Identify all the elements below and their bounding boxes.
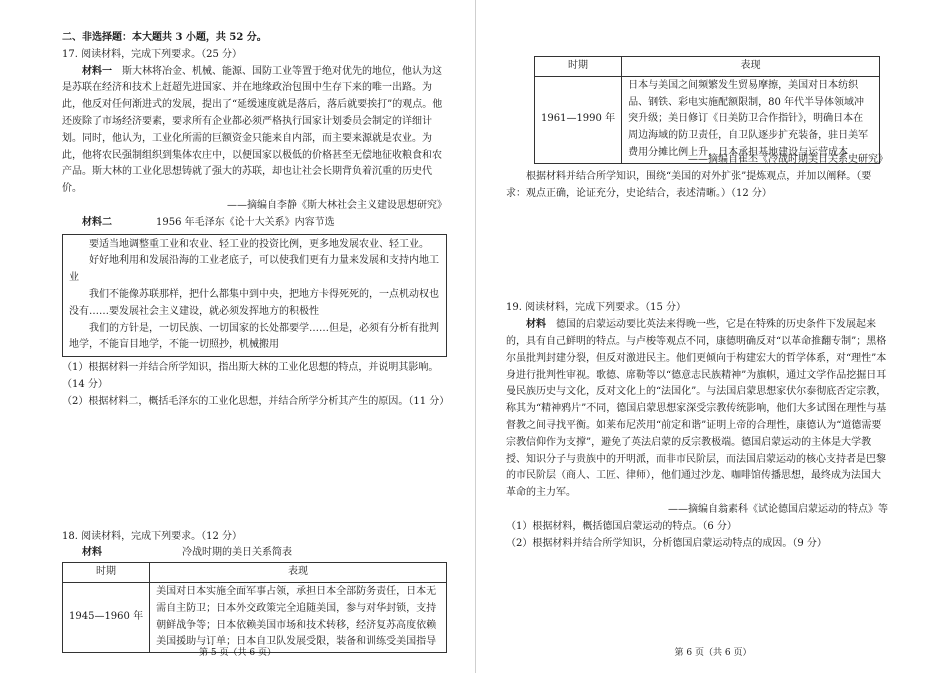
q17-requirement-2: （2）根据材料二，概括毛泽东的工业化思想，并结合所学分析其产生的原因。（11 分） [62, 395, 450, 407]
row-content: 美国对日本实施全面军事占领，承担日本全部防务责任，日本无需自主防卫；日本外交政策完全追随美国，参与对华封锁，支持朝鲜战争等；日本依赖美国市场和技术转移，经济复苏高度依赖美国援助与订单；日本自卫队发展受限，装备和训练受美国指导 [150, 582, 447, 652]
table-header-row [63, 563, 447, 583]
col-content-header: 表现 [622, 57, 880, 77]
q19-requirement-2: （2）根据材料并结合所学知识，分析德国启蒙运动特点的成因。（9 分） [506, 537, 827, 549]
row-period: 1961—1990 年 [535, 76, 622, 163]
q17-m1-text: 斯大林将冶金、机械、能源、国防工业等置于绝对优先的地位，他认为这是苏联在经济和技术上赶超先进国家、并在地缘政治包围中生存下来的唯一出路。为此，他反对任何渐进式的发展，提出了“延缓速度就是落后，落后就要挨打”的观点。他还废除了市场经济要素，要求所有企业都必须严格执行国家计划委员会制定的详细计划。同时，他认为，工业化所需的巨额资金只能来自内部，而主要来源就是农业。为此，他将农民强制组织到集体农庄中，以便国家以极低的价格甚至无偿地征收粮食和农产品。斯大林的工业化思想铸就了强大的苏联，却也让社会长期背负着沉重的历史代价。 [62, 65, 443, 195]
q18-stem: 18. 阅读材料，完成下列要求。（12 分） [62, 530, 242, 542]
col-period-header: 时期 [63, 563, 150, 583]
q19-source: ——摘编自翁素科《试论德国启蒙运动的特点》等 [668, 503, 888, 515]
q18-table-part2-wrap [534, 56, 880, 164]
q19-requirement-1: （1）根据材料，概括德国启蒙运动的特点。（6 分） [506, 520, 737, 532]
page-5-content [62, 30, 450, 653]
answer-space [62, 411, 447, 529]
section-header: 二、非选择题：本大题共 3 小题，共 52 分。 [62, 32, 267, 43]
q17-material-1 [62, 64, 447, 198]
q17-m1-source: ——摘编自李静《斯大林社会主义建设思想研究》 [227, 199, 447, 211]
q19-label: 材料 [526, 319, 546, 331]
table-row [63, 582, 447, 652]
q19-stem: 19. 阅读材料，完成下列要求。（15 分） [506, 302, 686, 314]
q17-stem: 17. 阅读材料，完成下列要求。（25 分） [62, 48, 242, 60]
col-content-header: 表现 [150, 563, 447, 583]
q17-m2-item: 好好地利用和发展沿海的工业老底子，可以使我们更有力量来发展和支持内地工业 [69, 255, 439, 284]
q18-table-part1 [62, 562, 447, 653]
q17-m2-item: 我们不能像苏联那样，把什么都集中到中央，把地方卡得死死的，一点机动权也没有……要发展社会主义建设，就必须发挥地方的积极性 [69, 288, 439, 317]
table-header-row [535, 57, 880, 77]
page-number: 第 5 页（共 6 页） [199, 647, 276, 658]
q18-table-title: 冷战时期的美日关系简表 [182, 547, 292, 559]
col-period-header: 时期 [535, 57, 622, 77]
page-number: 第 6 页（共 6 页） [674, 647, 752, 658]
q18-table-part2 [534, 56, 880, 164]
q17-requirement-1: （1）根据材料一并结合所学知识，指出斯大林的工业化思想的特点，并说明其影响。（14 分） [62, 362, 439, 390]
q17-m2-item: 我们的方针是，一切民族、一切国家的长处都要学……但是，必须有分析有批判地学，不能盲目地学，不能一切照抄，机械搬用 [69, 322, 439, 351]
q17-m2-box [62, 234, 447, 358]
row-content: 日本与美国之间频繁发生贸易摩擦，美国对日本纺织品、钢铁、彩电实施配额限制，80 年代半导体领域冲突升级；美日修订《日美防卫合作指针》，明确日本在周边海域的防卫责任，自卫队逐步扩充装备，驻日美军费用分摊比例上升，日本承担基地建设与运营成本 [622, 76, 880, 163]
q17-m1-label: 材料一 [82, 65, 112, 77]
page-6 [476, 0, 950, 673]
table-row [535, 76, 880, 163]
q18-label: 材料 [82, 547, 102, 559]
q17-m2-item: 要适当地调整重工业和农业、轻工业的投资比例，更多地发展农业、轻工业。 [89, 238, 429, 250]
q18-requirement: 根据材料并结合所学知识，围绕“美国的对外扩张”提炼观点，并加以阐释。（要求：观点正确，论证充分，史论结合，表述清晰。）（12 分） [506, 170, 872, 199]
q17-m2-label: 材料二 [82, 216, 112, 228]
q17-m2-title: 1956 年毛泽东《论十大关系》内容节选 [156, 216, 335, 228]
answer-space [506, 202, 888, 300]
q19-text: 德国的启蒙运动要比英法来得晚一些，它是在特殊的历史条件下发展起来的，具有自己鲜明的特点。与卢梭等观点不同，康德明确反对“以革命推翻专制”；黑格尔虽批判封建分裂，但反对激进民主。他们更倾向于构建宏大的哲学体系，对“理性”本身进行批判性审视。歌德、席勒等以“德意志民族精神”为旗帜，通过文学作品挖掘日耳曼民族历史与文化，反对文化上的“法国化”。与法国启蒙思想家伏尔泰彻底否定宗教，称其为“精神鸦片”不同，德国启蒙思想家深受宗教传统影响，他们大多试图在理性与基督教之间寻找平衡。如莱布尼茨用“前定和谐”证明上帝的合理性，康德认为“道德需要宗教信仰作为支撑”，避免了英法启蒙的反宗教极端。德国启蒙运动的主体是大学教授、知识分子与贵族中的开明派，而非市民阶层，而法国启蒙运动的核心支持者是巴黎的市民阶层（商人、工匠、律师），他们通过沙龙、咖啡馆传播思想，最终成为法国大革命的主力军。 [506, 319, 887, 499]
q17-material-2-heading [62, 215, 447, 232]
q19-material [506, 317, 888, 502]
row-period: 1945—1960 年 [63, 582, 150, 652]
q18-material-heading [62, 545, 447, 562]
page-6-content [506, 152, 888, 552]
q18-source: ——摘编自崔丕《冷战时期美日关系史研究》 [688, 154, 888, 165]
